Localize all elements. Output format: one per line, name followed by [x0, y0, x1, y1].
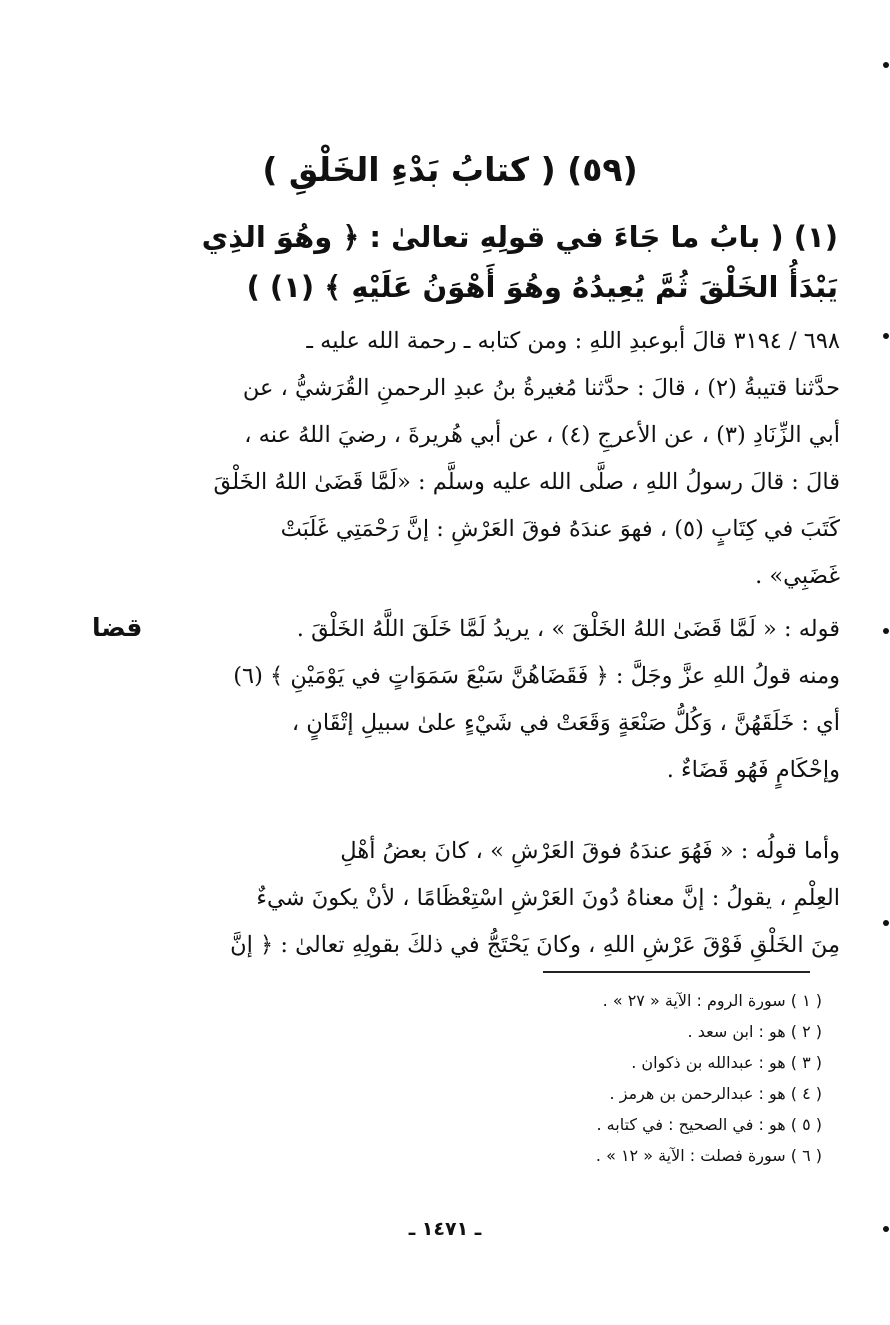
scan-edge-mark: [883, 1226, 889, 1232]
scan-edge-mark: [883, 62, 889, 68]
footnote: ( ٦ ) سورة فصلت : الآية « ١٢ » .: [595, 1146, 822, 1165]
commentary-line: أي : خَلَقَهُنَّ ، وَكُلُّ صَنْعَةٍ وَقَعَتْ في شَيْءٍ علىٰ سبيلِ إتْقَانٍ ،: [291, 710, 840, 736]
commentary-line: وإحْكَامٍ فَهُو قَضَاءٌ .: [666, 757, 840, 783]
scan-edge-mark: [883, 920, 889, 926]
commentary-line: ومنه قولُ اللهِ عزَّ وجَلَّ : ﴿ فَقَضَاهُنَّ سَبْعَ سَمَوَاتٍ في يَوْمَيْنِ ﴾ (٦): [233, 663, 840, 689]
footnote: ( ١ ) سورة الروم : الآية « ٢٧ » .: [602, 991, 822, 1010]
commentary-paragraph: [160, 828, 840, 969]
footnote: ( ٥ ) هو : في الصحيح : في كتابه .: [596, 1115, 822, 1134]
chapter-heading: [160, 212, 838, 312]
scan-edge-mark: [883, 628, 889, 634]
chapter-heading-line: (١) ( بابُ ما جَاءَ في قولِهِ تعالىٰ : ﴿ وهُوَ الذِي: [201, 220, 838, 254]
footnote: ( ٤ ) هو : عبدالرحمن بن هرمز .: [609, 1084, 822, 1103]
footnote: ( ٢ ) هو : ابن سعد .: [687, 1022, 822, 1041]
footnote-separator: [543, 971, 810, 973]
hadith-text: [160, 318, 840, 600]
margin-keyword: قضا: [92, 613, 143, 642]
footnotes: [300, 985, 822, 1171]
scan-edge-mark: [883, 333, 889, 339]
commentary-line: مِنَ الخَلْقِ فَوْقَ عَرْشِ اللهِ ، وكانَ يَحْتَجُّ في ذلكَ بقولِهِ تعالىٰ : ﴿ إنَّ: [230, 932, 840, 958]
hadith-line: ٦٩٨ / ٣١٩٤ قالَ أبوعبدِ اللهِ : ومن كتابه ـ رحمة الله عليه ـ: [306, 328, 840, 354]
hadith-line: غَضَبِي» .: [755, 563, 840, 589]
hadith-line: قالَ : قالَ رسولُ اللهِ ، صلَّى الله عليه وسلَّم : «لَمَّا قَضَىٰ اللهُ الخَلْقَ: [213, 469, 840, 495]
hadith-line: حدَّثنا قتيبةُ (٢) ، قالَ : حدَّثنا مُغيرةُ بنُ عبدِ الرحمنِ القُرَشيُّ ، عن: [242, 375, 840, 401]
commentary-line: وأما قولُه : « فَهُوَ عندَهُ فوقَ العَرْشِ » ، كانَ بعضُ أهْلِ: [340, 838, 840, 864]
hadith-line: كَتَبَ في كِتَابٍ (٥) ، فهوَ عندَهُ فوقَ العَرْشِ : إنَّ رَحْمَتِي غَلَبَتْ: [280, 516, 840, 542]
footnote: ( ٣ ) هو : عبدالله بن ذكوان .: [631, 1053, 822, 1072]
book-title: (٥٩) ( كتابُ بَدْءِ الخَلْقِ ): [262, 150, 638, 189]
hadith-line: أبي الزِّنَادِ (٣) ، عن الأعرجِ (٤) ، عن أبي هُريرةَ ، رضيَ اللهُ عنه ،: [244, 422, 840, 448]
page-number: ـ ١٤٧١ ـ: [408, 1218, 482, 1240]
commentary-line: العِلْمِ ، يقولُ : إنَّ معناهُ دُونَ العَرْشِ اسْتِعْظَامًا ، لأنْ يكونَ شيءٌ: [256, 885, 840, 911]
commentary-paragraph: [160, 606, 840, 794]
chapter-heading-line: يَبْدَأُ الخَلْقَ ثُمَّ يُعِيدُهُ وهُوَ أَهْوَنُ عَلَيْهِ ﴾ (١) ): [246, 270, 838, 304]
commentary-line: قوله : « لَمَّا قَضَىٰ اللهُ الخَلْقَ » ، يريدُ لَمَّا خَلَقَ اللَّهُ الخَلْقَ .: [296, 616, 840, 642]
